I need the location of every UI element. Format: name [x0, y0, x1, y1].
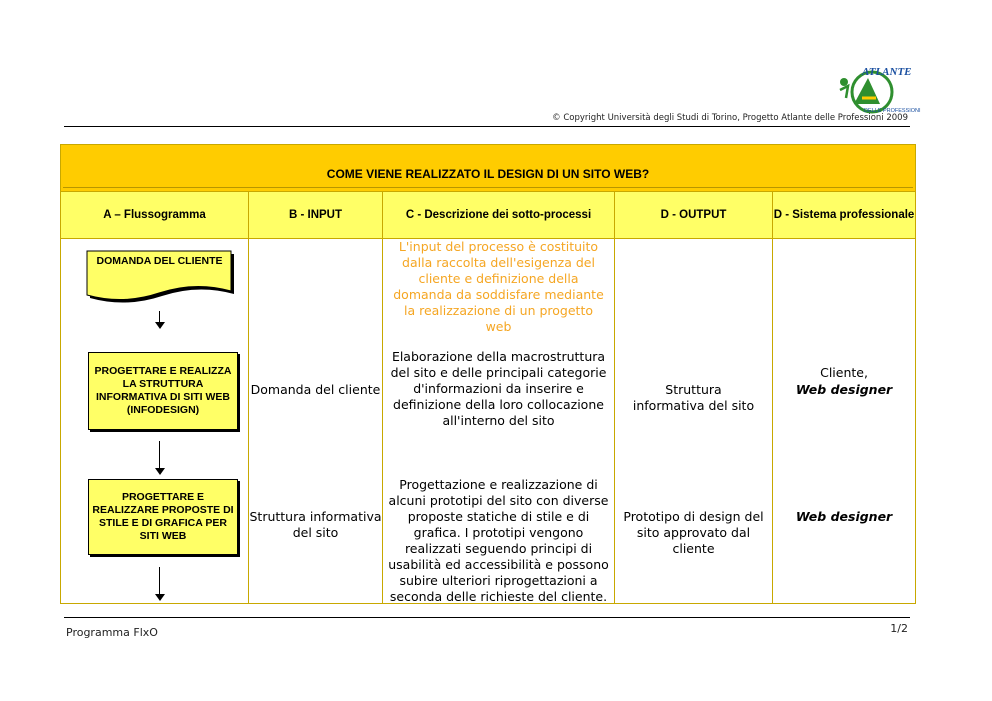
system-row-2-role: Web designer: [795, 509, 893, 524]
footer-program: Programma FlxO: [66, 626, 158, 639]
column-header-input: B - INPUT: [249, 192, 383, 239]
header-rule: [64, 126, 910, 127]
table-title-cell: [61, 145, 916, 192]
footer-rule: [64, 617, 910, 618]
description-row-1: Elaborazione della macrostruttura del sito e delle principali categorie d'informazioni da inserire e definizione della loro collocazione all'interno del sito: [390, 349, 607, 428]
description-cell: [383, 239, 615, 604]
flow-arrow-down: [154, 567, 166, 601]
flow-document-shape: [85, 249, 234, 301]
intro-description: L'input del processo è costituito dalla raccolta dell'esigenza del cliente e definizione della domanda da soddisfare mediante la realizzazione di un progetto web: [393, 239, 604, 334]
svg-text:DELLE PROFESSIONI: DELLE PROFESSIONI: [864, 108, 921, 114]
flow-step-infodesign: PROGETTARE E REALIZZA LA STRUTTURA INFORMATIVA DI SITI WEB (INFODESIGN): [88, 352, 238, 430]
output-cell: [615, 239, 773, 604]
flow-step-client-request: DOMANDA DEL CLIENTE: [96, 255, 223, 267]
output-row-1: Struttura informativa del sito: [632, 382, 755, 413]
system-row-1-plain: Cliente,: [820, 365, 868, 380]
column-header-flow: A – Flussogramma: [61, 192, 249, 239]
table-title: COME VIENE REALIZZATO IL DESIGN DI UN SITO WEB?: [63, 149, 913, 188]
atlante-logo: [832, 64, 921, 116]
input-row-2: Struttura informativa del sito: [249, 509, 382, 540]
page-number: 1/2: [890, 622, 908, 635]
column-header-output: D - OUTPUT: [615, 192, 773, 239]
flow-step-graphic-proposals: PROGETTARE E REALIZZARE PROPOSTE DI STILE E DI GRAFICA PER SITI WEB: [88, 479, 238, 555]
flow-arrow-down: [154, 311, 166, 329]
system-row-1-role: Web designer: [795, 382, 893, 397]
input-cell: [249, 239, 383, 604]
input-row-1: Domanda del cliente: [250, 382, 381, 397]
copyright-text: © Copyright Università degli Studi di Torino, Progetto Atlante delle Professioni 2009: [552, 113, 908, 123]
system-cell: [773, 239, 916, 604]
flowchart-cell: [61, 239, 249, 604]
process-table: [60, 144, 916, 604]
flow-arrow-down: [154, 441, 166, 475]
column-header-system: D - Sistema professionale: [773, 192, 916, 239]
output-row-2: Prototipo di design del sito approvato dal cliente: [623, 509, 764, 556]
description-row-2: Progettazione e realizzazione di alcuni prototipi del sito con diverse proposte statiche di stile e di grafica. I prototipi vengono realizzati seguendo principi di usabilità ed accessibilità e possono subire ulteriori riprogettazioni a seconda delle richieste del cliente.: [388, 477, 609, 604]
column-header-description: C - Descrizione dei sotto-processi: [383, 192, 615, 239]
svg-text:ATLANTE: ATLANTE: [862, 66, 912, 78]
